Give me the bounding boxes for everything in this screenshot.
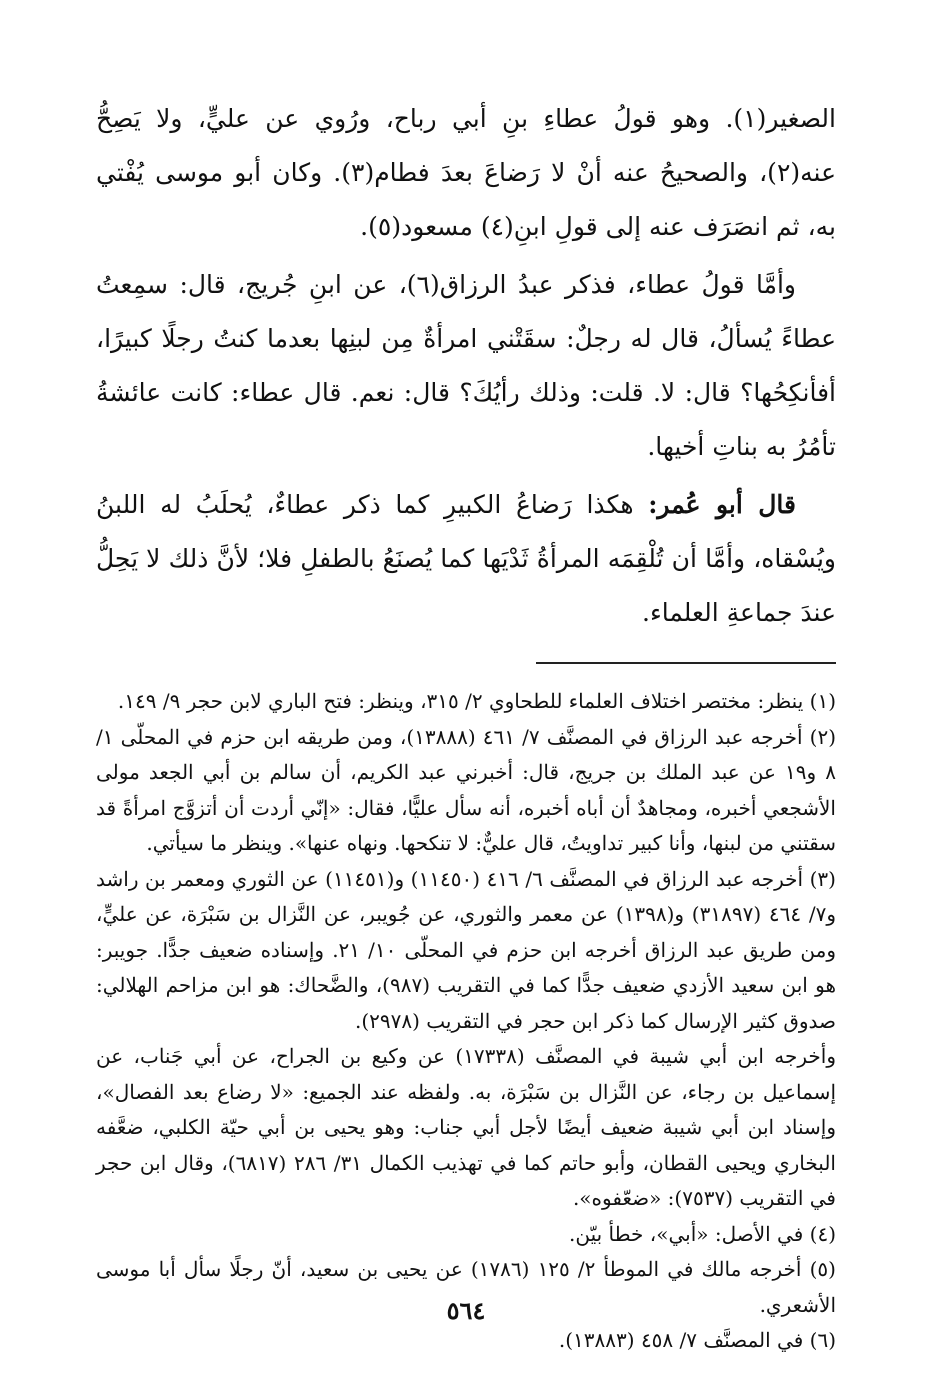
footnote-5: (٥) أخرجه مالك في الموطأ ٢/ ١٢٥ (١٧٨٦) عن يحيى بن سعيد، أنّ رجلًا سأل أبا موسى الأشعري. [96, 1257, 836, 1317]
footnote-3: (٣) أخرجه عبد الرزاق في المصنَّف ٦/ ٤١٦ (١١٤٥٠) و(١١٤٥١) عن الثوري ومعمر بن راشد و٧/ ٤٦٤ (٣١٨٩٧) و(١٣٩٨) عن معمر والثوري، عن جُويبر، عن النَّزال بن سَبْرَة، عن عليٍّ، ومن طريق عبد الرزاق أخرجه ابن حزم في المحلّى ١٠/ ٢١. وإسناده ضعيف جدًّا. جويبر: هو ابن سعيد الأزدي ضعيف جدًّا كما في التقريب (٩٨٧)، والضَّحاك: هو ابن مزاحم الهلالي: صدوق كثير الإرسال كما ذكر ابن حجر في التقريب (٢٩٧٨). [96, 866, 837, 1033]
footnote-4: (٤) في الأصل: «أبي»، خطأ بيّن. [569, 1221, 836, 1246]
footnote-6: (٦) في المصنَّف ٧/ ٤٥٨ (١٣٨٨٣). [558, 1328, 836, 1352]
footnote-3-continued: وأخرجه ابن أبي شيبة في المصنَّف (١٧٣٣٨) عن وكيع بن الجراح، عن أبي جَناب، عن إسماعيل بن رجاء، عن النَّزال بن سَبْرَة، به. ولفظه عند الجميع: «لا رضاع بعد الفصال»، وإسناد ابن أبي شيبة ضعيف أيضًا لأجل أبي جناب: وهو يحيى بن أبي حيّة الكلبي، ضعَّفه البخاري ويحيى القطان، وأبو حاتم كما في تهذيب الكمال ٣١/ ٢٨٦ (٦٨١٧)، وقال ابن حجر في التقريب (٧٥٣٧): «ضعّفوه». [96, 1044, 836, 1210]
speaker-label: قال أبو عُمر: [648, 490, 796, 519]
footnote-1: (١) ينظر: مختصر اختلاف العلماء للطحاوي ٢/ ٣١٥، وينظر: فتح الباري لابن حجر ٩/ ١٤٩. [117, 689, 836, 713]
footnote-separator [536, 662, 836, 664]
footnote-2: (٢) أخرجه عبد الرزاق في المصنَّف ٧/ ٤٦١ (١٣٨٨٨)، ومن طريقه ابن حزم في المحلّى ١/ ٨ و١٩ عن عبد الملك بن جريج، قال: أخبرني عبد الكريم، أن سالم بن أبي الجعد مولى الأشجعي أخبره، ومجاهدٌ أن أباه أخبره، أنه سأل عليًّا، فقال: «إنّي أردت أن أتزوَّج امرأةً قد سقتني من لبنها، وأنا كبير تداويتُ، قال عليٌّ: لا تنكحها. ونهاه عنها». وينظر ما سيأتي. [96, 724, 837, 855]
paragraph-3 [96, 478, 836, 640]
page-number: ٥٦٤ [446, 1296, 486, 1325]
footnotes [96, 684, 836, 1359]
paragraph-2: وأمَّا قولُ عطاء، فذكر عبدُ الرزاق(٦)، عن ابنِ جُريج، قال: سمِعتُ عطاءً يُسألُ، قال له رجلٌ: سقَتْني امرأةٌ مِن لبنِها بعدما كنتُ رجلًا كبيرًا، أفأنكِحُها؟ قال: لا. قلت: وذلك رأيُكَ؟ قال: نعم. قال عطاء: كانت عائشةُ تأمُرُ به بناتِ أخيها. [96, 270, 836, 461]
paragraph-3-text: هكذا رَضاعُ الكبيرِ كما ذكر عطاءٌ، يُحلَبُ له اللبنُ ويُسْقاه، وأمَّا أن تُلْقِمَه المرأةُ ثَدْيَها كما يُصنَعُ بالطفلِ فلا؛ لأنَّ ذلك لا يَحِلُّ عندَ جماعةِ العلماء. [96, 490, 836, 627]
paragraph-1: الصغير(١). وهو قولُ عطاءِ بنِ أبي رباح، ورُوي عن عليٍّ، ولا يَصِحُّ عنه(٢)، والصحيحُ عنه أنْ لا رَضاعَ بعدَ فطام(٣). وكان أبو موسى يُفْتي به، ثم انصَرَف عنه إلى قولِ ابنِ(٤) مسعود(٥). [96, 104, 836, 241]
main-text [96, 92, 836, 640]
